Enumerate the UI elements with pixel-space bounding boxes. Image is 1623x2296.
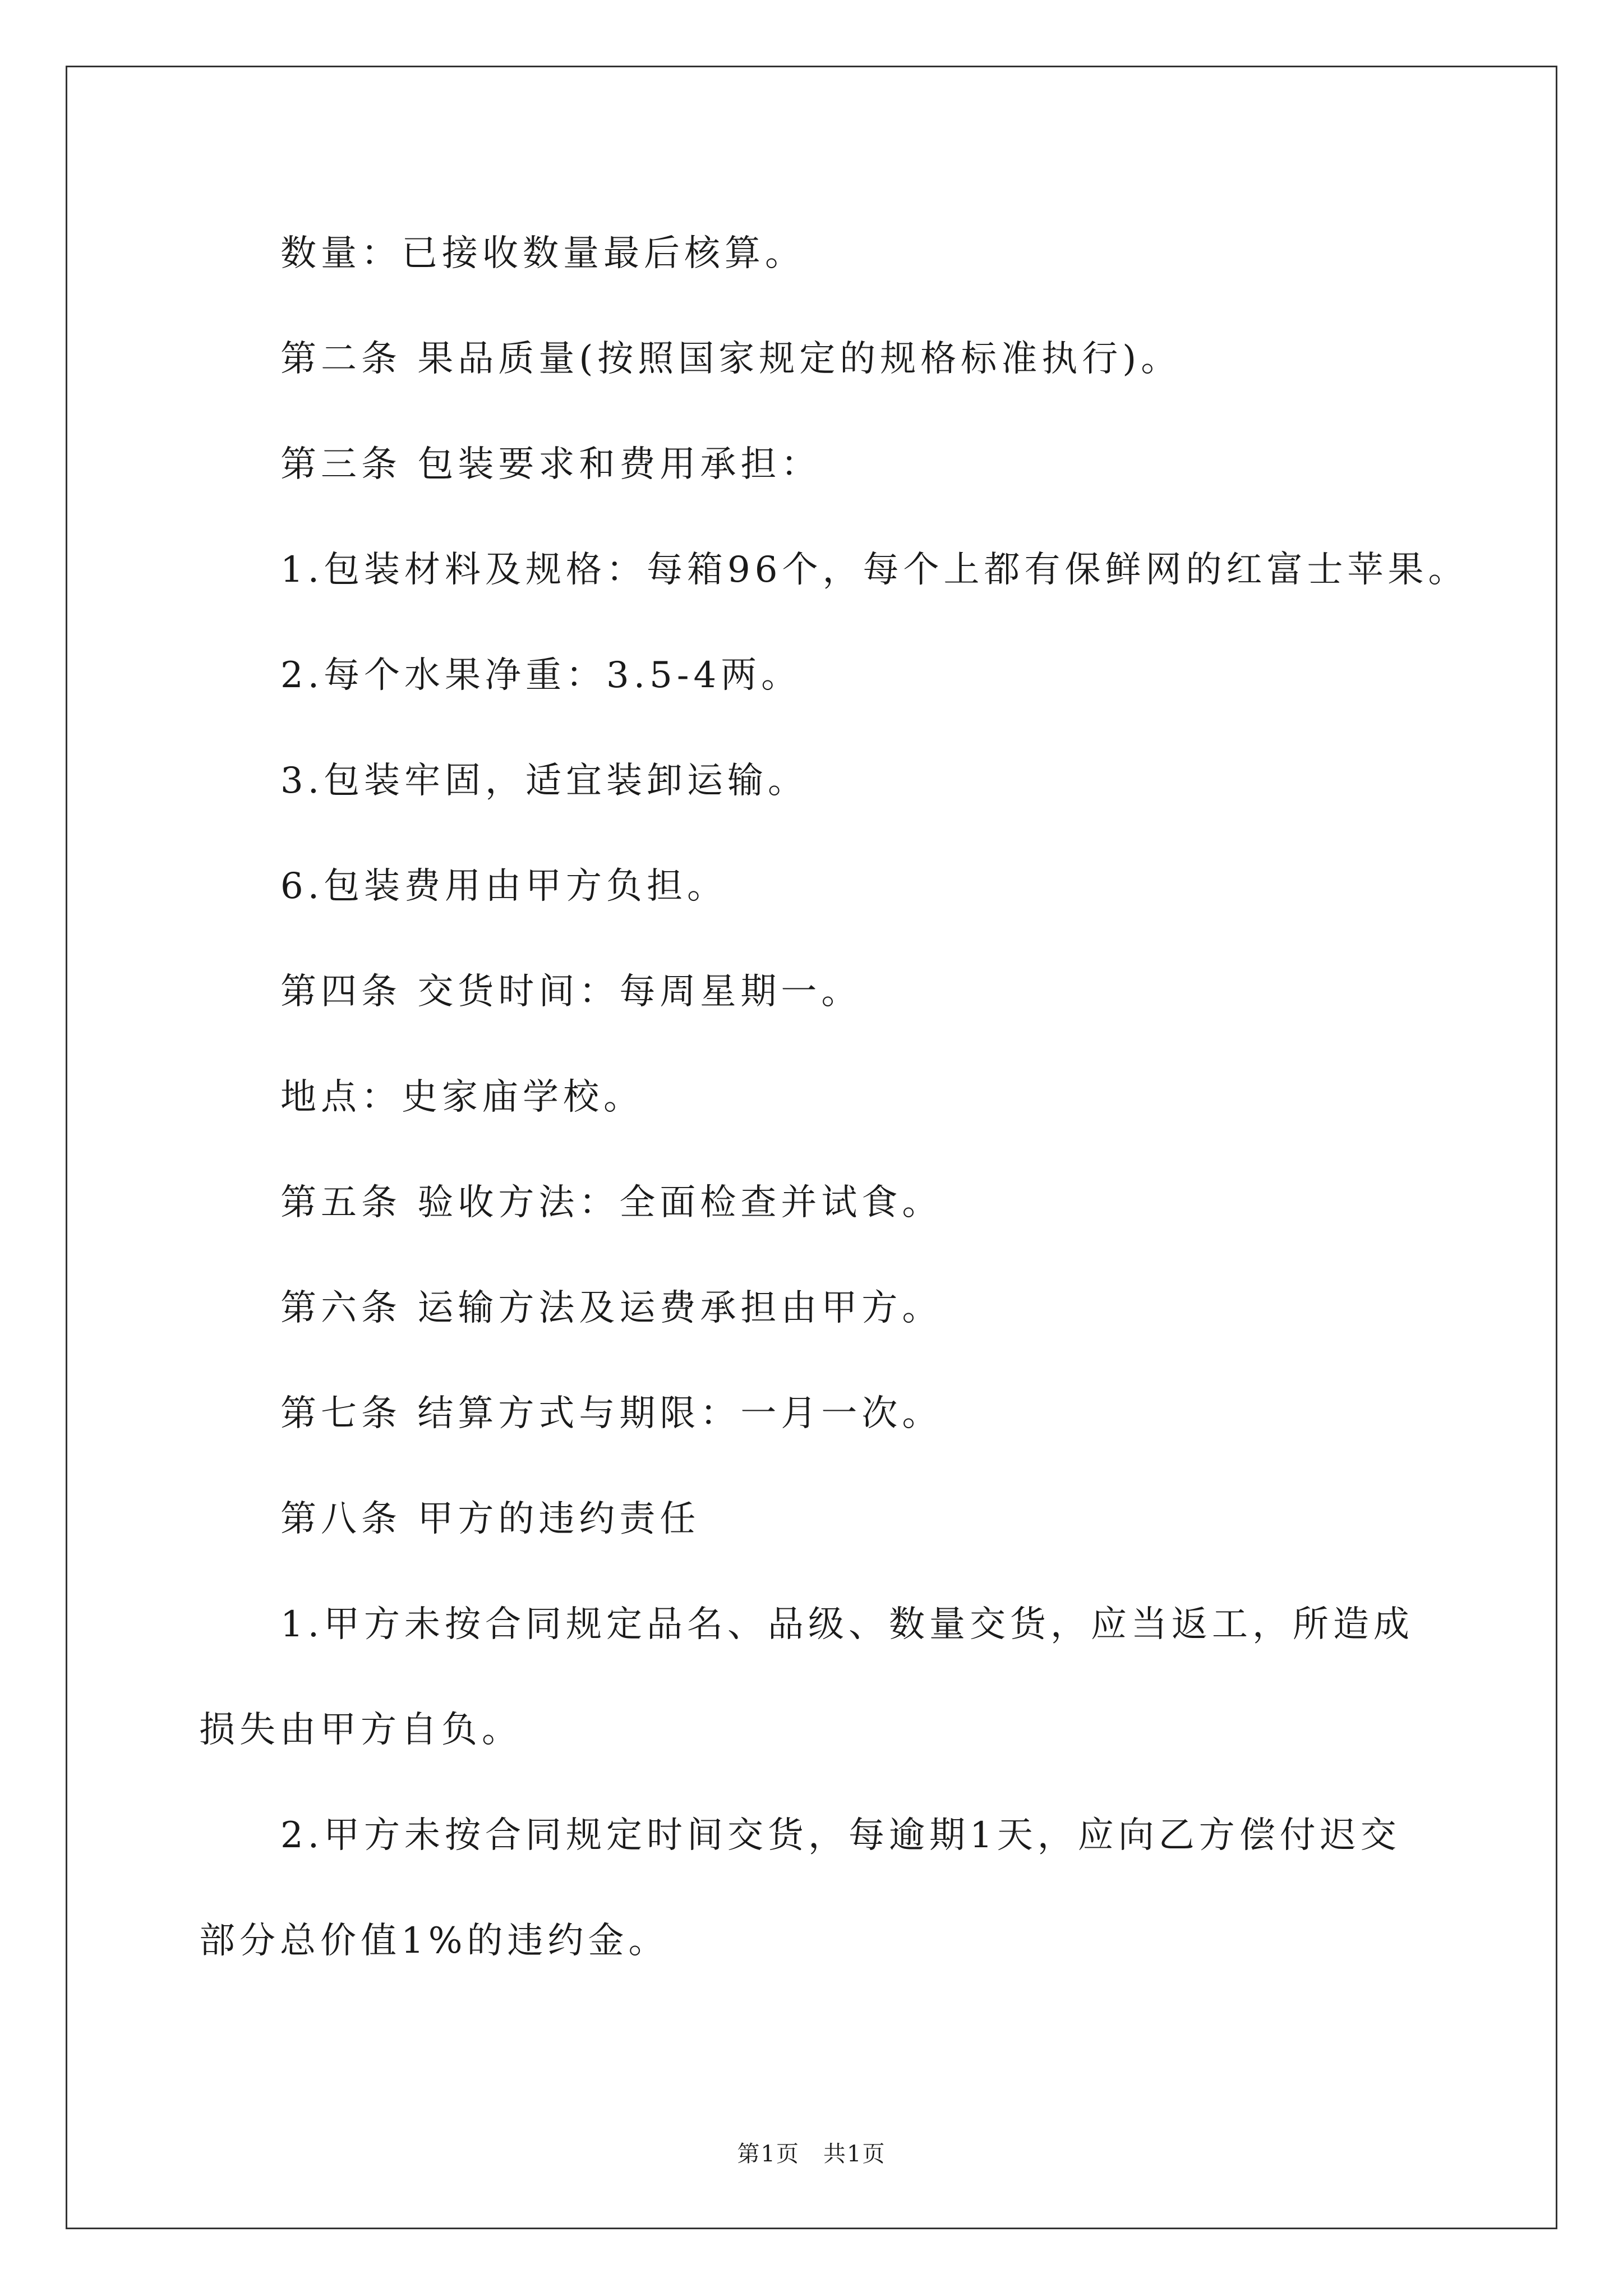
- text-line-packaging-2: 2.每个水果净重：3.5-4两。: [280, 655, 802, 696]
- text-line-breach-1b: 损失由甲方自负。: [199, 1709, 522, 1751]
- text-line-article-4: 第四条 交货时间：每周星期一。: [280, 971, 862, 1013]
- text-line-article-5: 第五条 验收方法：全面检查并试食。: [280, 1182, 943, 1223]
- text-line-article-8: 第八条 甲方的违约责任: [280, 1498, 700, 1540]
- text-line-location: 地点：史家庙学校。: [280, 1076, 644, 1118]
- text-line-packaging-1: 1.包装材料及规格：每箱96个，每个上都有保鲜网的红富士苹果。: [280, 549, 1469, 591]
- text-line-quantity: 数量：已接收数量最后核算。: [280, 233, 805, 274]
- text-line-article-2: 第二条 果品质量(按照国家规定的规格标准执行)。: [280, 338, 1182, 380]
- text-line-packaging-3: 3.包装牢固，适宜装卸运输。: [280, 760, 809, 802]
- text-line-breach-1a: 1.甲方未按合同规定品名、品级、数量交货，应当返工，所造成: [280, 1604, 1414, 1645]
- page-border: [66, 66, 1557, 2229]
- text-line-breach-2a: 2.甲方未按合同规定时间交货，每逾期1天，应向乙方偿付迟交: [280, 1815, 1401, 1856]
- text-line-article-3: 第三条 包装要求和费用承担：: [280, 444, 822, 485]
- text-line-packaging-6: 6.包装费用由甲方负担。: [280, 866, 728, 907]
- text-line-article-6: 第六条 运输方法及运费承担由甲方。: [280, 1287, 943, 1329]
- text-line-article-7: 第七条 结算方式与期限：一月一次。: [280, 1393, 943, 1434]
- page-number-footer: 第1页 共1页: [737, 2141, 886, 2167]
- text-line-breach-2b: 部分总价值1%的违约金。: [199, 1920, 669, 1962]
